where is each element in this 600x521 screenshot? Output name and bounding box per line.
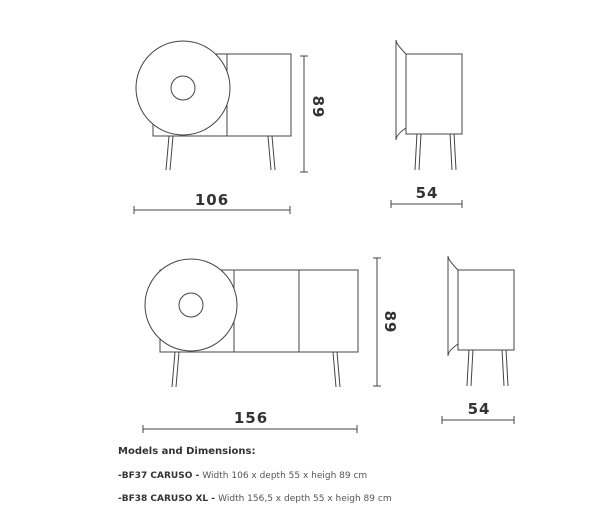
small-front-leg-right-edge [272, 136, 275, 170]
small-height-label: 89 [309, 95, 327, 119]
large-width-label: 156 [233, 409, 269, 427]
large-depth-label: 54 [467, 400, 491, 418]
large-front-leg-right [333, 352, 336, 387]
large-side-leg-left [467, 349, 469, 386]
small-front-disc-hub [171, 76, 195, 100]
small-depth-label: 54 [415, 184, 439, 202]
large-side-leg-right [502, 349, 504, 386]
small-model-side-view [396, 40, 462, 170]
model-code: -BF37 CARUSO - [118, 471, 203, 481]
large-front-disc-hub [179, 293, 203, 317]
large-front-leg-left [172, 352, 175, 387]
small-side-leg-left [415, 133, 417, 170]
large-side-disc-profile [448, 256, 458, 356]
specs-heading: Models and Dimensions: [118, 446, 256, 457]
large-model-front-view [145, 259, 358, 387]
large-height-dimension [373, 258, 381, 386]
large-height-label: 89 [381, 310, 399, 334]
small-model-front-view [136, 41, 291, 170]
small-front-leg-left-edge [170, 136, 173, 170]
small-width-label: 106 [194, 191, 230, 209]
small-side-cabinet [406, 54, 462, 134]
small-front-leg-left [166, 136, 169, 170]
large-side-cabinet [458, 270, 514, 350]
model-row-bf37 [118, 471, 588, 481]
specifications [118, 446, 588, 517]
small-front-leg-right [268, 136, 271, 170]
small-side-leg-right [450, 133, 452, 170]
model-row-bf38 [118, 494, 588, 504]
model-description: Width 156,5 x depth 55 x heigh 89 cm [218, 494, 392, 504]
small-height-dimension [300, 56, 308, 172]
small-side-disc-profile [396, 40, 406, 140]
model-description: Width 106 x depth 55 x heigh 89 cm [202, 471, 368, 481]
model-code: -BF38 CARUSO XL - [118, 494, 219, 504]
large-model-side-view [448, 256, 514, 386]
